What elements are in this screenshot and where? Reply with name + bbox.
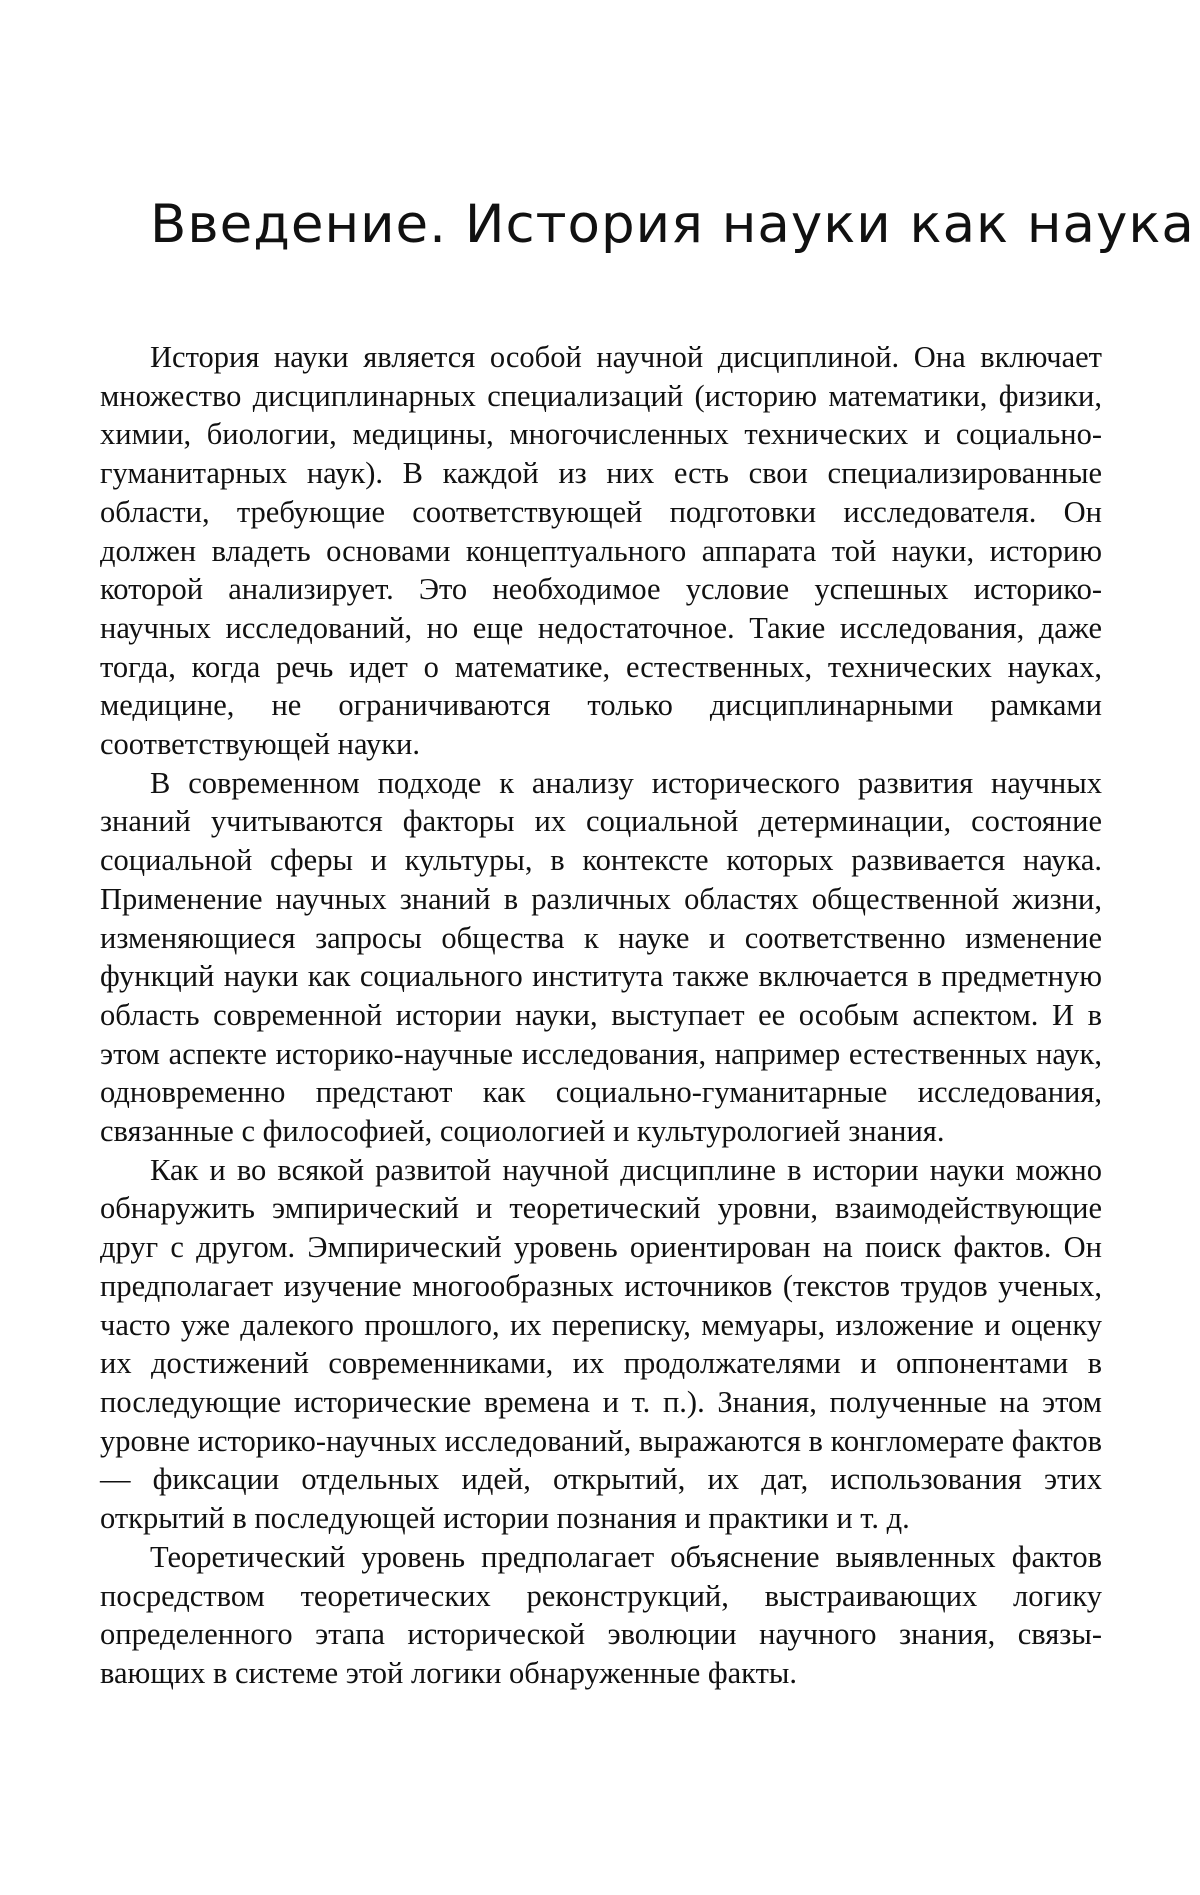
- body-text: [100, 338, 1102, 1693]
- chapter-title: Введение. История науки как наука: [150, 194, 1195, 255]
- paragraph: Теоретический уровень предполагает объяснение выявленных фактов посредством теоретических реконструкций, выстраивающих логику определенного этапа исторической эволюции научного знания, связывающих в системе этой логики обнаруженные факты.: [100, 1539, 1102, 1690]
- paragraph: Как и во всякой развитой научной дисциплине в истории науки можно обнаружить эмпирический и теоретический уровни, взаимодействующие друг с другом. Эмпирический уровень ориентирован на поиск фактов. Он предполагает изучение многообразных источников (текстов трудов ученых, часто уже далекого прошлого, их переписку, мемуары, изложение и оценку их достижений современниками, их продолжателями и оппонентами в последующие исторические времена и т. п.). Знания, полученные на этом уровне историко-научных исследований, выражаются в конгломерате фактов — фиксации отдельных идей, открытий, их дат, использования этих открытий в последующей истории познания и практики и т. д.: [100, 1152, 1102, 1536]
- paragraph: История науки является особой научной дисциплиной. Она включает множество дисциплинарных специализаций (историю математики, физики, химии, биологии, медицины, многочисленных технических и социально-гуманитарных наук). В каждой из них есть свои специализированные области, требующие соответствующей подготовки исследователя. Он должен владеть основами концептуального аппарата той науки, историю которой анализирует. Это необходимое условие успешных историко-научных исследований, но еще недостаточное. Такие исследования, даже тогда, когда речь идет о математике, естественных, технических науках, медицине, не ограничиваются только дисциплинарными рамками соответствующей науки.: [100, 340, 1102, 762]
- paragraph: В современном подходе к анализу исторического развития научных знаний учитываются факторы их социальной детерминации, состояние социальной сферы и культуры, в контексте которых развивается наука. Применение научных знаний в различных областях общественной жизни, изменяющиеся запросы общества к науке и соответственно изменение функций науки как социального института также включается в предметную область современной истории науки, выступает ее особым аспектом. И в этом аспекте историко-научные исследования, например естественных наук, одновременно предстают как социально-гуманитарные исследования, связанные с философией, социологией и культурологией знания.: [100, 765, 1102, 1149]
